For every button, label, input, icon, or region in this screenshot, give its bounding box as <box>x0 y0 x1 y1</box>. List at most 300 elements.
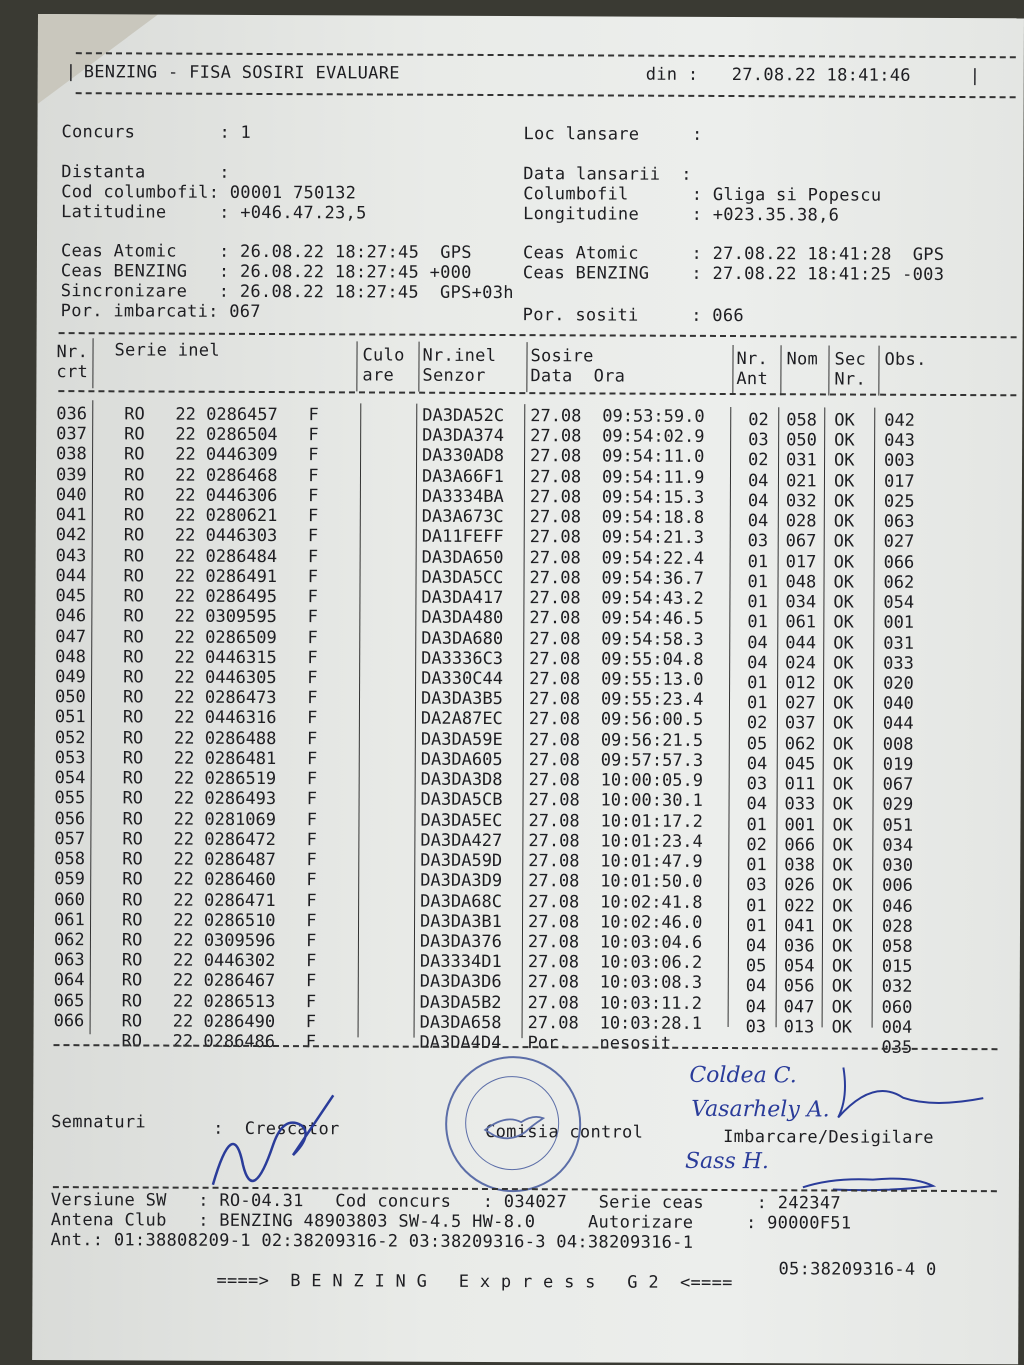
ring-serial: RO 22 0286491 F <box>123 566 319 588</box>
column-rule <box>828 345 829 395</box>
arrival-time: 10:01:23.4 <box>600 831 703 852</box>
row-number: 057 <box>54 828 86 850</box>
signature-vasarhely: Vasarhely A. <box>691 1096 830 1123</box>
sensor-id: DA3DA5EC <box>420 810 503 831</box>
row-number: 066 <box>53 1010 85 1032</box>
nominal-rank: 062 <box>784 733 816 755</box>
col-data-ora: Data Ora <box>530 366 626 387</box>
security-status: OK <box>833 653 854 674</box>
observation: 019 <box>882 754 914 775</box>
col-obs: Obs. <box>884 349 927 370</box>
arrival-time: 09:56:21.5 <box>600 730 704 751</box>
arrival-date: 27.08 <box>528 770 580 791</box>
arrival-sheet-paper <box>32 14 1024 1364</box>
arrival-date: 27.08 <box>530 406 582 427</box>
antena-club: Antena Club : BENZING 48903803 SW-4.5 HW-8.0 Autorizare : 90000F51 <box>50 1210 852 1234</box>
security-status: OK <box>833 612 854 633</box>
observation: 033 <box>883 653 914 674</box>
arrival-time: 09:57:57.3 <box>600 750 704 771</box>
arrival-date: 27.08 <box>530 446 582 467</box>
column-rule <box>732 345 733 395</box>
arrival-date: 27.08 <box>528 891 580 912</box>
security-status: OK <box>832 713 854 735</box>
arrival-date: 27.08 <box>529 487 582 508</box>
security-status: OK <box>832 815 853 836</box>
antenna-number: 04 <box>746 754 768 775</box>
arrival-time: 10:03:06.2 <box>599 952 703 974</box>
semnaturi-label: Semnaturi <box>51 1112 147 1133</box>
observation: 003 <box>884 451 915 472</box>
ring-serial: RO 22 0446315 F <box>123 647 318 668</box>
column-rule <box>90 400 94 1034</box>
nominal-rank: 054 <box>783 956 815 977</box>
arrival-date: 27.08 <box>529 507 582 528</box>
security-status: OK <box>831 916 853 937</box>
row-number: 063 <box>53 950 85 971</box>
row-number: 053 <box>54 747 86 769</box>
porumbei-sositi: Por. sositi : 066 <box>522 305 744 327</box>
data-lansarii-field: Data lansarii : <box>523 164 692 185</box>
column-rule <box>822 407 826 1027</box>
antenna-number: 04 <box>747 632 768 653</box>
antenna-number: 04 <box>747 491 769 512</box>
row-number: 050 <box>54 687 86 708</box>
sensor-id: DA3DA3B5 <box>420 688 503 710</box>
arrival-date: Por. <box>527 1033 569 1054</box>
observation: 046 <box>882 896 913 917</box>
row-number: 038 <box>56 444 87 465</box>
antenna-number: 04 <box>747 652 768 673</box>
ring-serial: RO 22 0286486 F <box>121 1031 317 1053</box>
header-bar-left: | <box>65 62 77 83</box>
security-status: OK <box>833 592 854 613</box>
column-rule <box>358 403 362 1037</box>
security-status: OK <box>831 936 853 957</box>
arrival-date: 27.08 <box>529 527 581 548</box>
porumbei-imbarcati: Por. imbarcati: 067 <box>60 301 261 322</box>
nominal-rank: 031 <box>786 450 817 471</box>
ring-serial: RO 22 0446306 F <box>123 485 319 507</box>
antenna-number: 02 <box>746 834 767 856</box>
antenna-number: 01 <box>747 673 768 694</box>
arrival-date: 27.08 <box>528 709 581 730</box>
arrival-time: 09:54:58.3 <box>601 628 704 650</box>
arrival-date: 27.08 <box>528 851 580 872</box>
row-number: 056 <box>54 808 86 829</box>
nominal-rank: 001 <box>784 814 816 835</box>
antenna-number: 03 <box>746 875 767 896</box>
observation: 031 <box>883 633 915 654</box>
antenna-number: 01 <box>745 915 767 936</box>
ring-serial: RO 22 0446302 F <box>121 950 317 972</box>
nominal-rank: 066 <box>784 835 816 856</box>
concurs-field: Concurs : 1 <box>61 122 252 143</box>
distanta-field: Distanta : <box>61 162 230 183</box>
ring-serial: RO 22 0286481 F <box>122 748 318 770</box>
arrival-date: 27.08 <box>528 871 580 892</box>
ring-serial: RO 22 0286488 F <box>122 728 318 749</box>
sensor-id: DA3DA605 <box>420 749 503 770</box>
row-number: 059 <box>54 869 85 890</box>
longitudine-field: Longitudine : +023.35.38,6 <box>523 204 840 226</box>
antenna-number: 04 <box>747 470 769 491</box>
arrival-date: 27.08 <box>529 628 581 649</box>
nominal-rank: 036 <box>783 936 815 957</box>
observation: 008 <box>882 734 914 755</box>
security-status: OK <box>832 895 853 917</box>
observation: 044 <box>882 714 914 735</box>
security-status: OK <box>832 734 854 755</box>
sensor-id: DA3334BA <box>421 486 504 507</box>
signature-coldea: Coldea C. <box>689 1062 797 1089</box>
sensor-id: DA330C44 <box>421 668 504 690</box>
arrival-date: 27.08 <box>529 669 581 690</box>
antenna-number: 03 <box>746 774 768 795</box>
observation: 015 <box>881 956 913 978</box>
sensor-id: DA3DA417 <box>421 587 504 609</box>
ring-serial: RO 22 0286457 F <box>124 404 319 426</box>
arrival-time: 09:54:22.4 <box>601 548 705 569</box>
observation: 063 <box>883 511 915 532</box>
nominal-rank: 033 <box>784 794 816 815</box>
security-status: OK <box>833 552 855 573</box>
arrival-time: 10:01:50.0 <box>600 871 703 893</box>
column-rule <box>92 338 93 388</box>
arrival-time: 09:54:02.9 <box>602 426 705 448</box>
header-bar-right: | <box>969 66 981 87</box>
security-status: OK <box>834 410 855 431</box>
observation: 067 <box>882 774 914 795</box>
column-rule <box>522 404 526 1038</box>
arrival-date: 27.08 <box>527 1013 579 1034</box>
observation: 028 <box>881 916 913 937</box>
security-status: OK <box>832 774 854 795</box>
antenna-number: 04 <box>745 996 767 1017</box>
observation: 020 <box>883 673 914 694</box>
antenna-number: 05 <box>746 733 768 754</box>
ceas-benzing-end: Ceas BENZING : 27.08.22 18:41:25 -003 <box>522 263 945 285</box>
row-number: 037 <box>56 424 87 445</box>
ring-serial: RO 22 0286472 F <box>122 829 317 851</box>
divider <box>76 52 1016 58</box>
antenna-number: 01 <box>746 693 768 714</box>
security-status: OK <box>834 450 855 472</box>
observation: 004 <box>881 1017 913 1038</box>
security-status: OK <box>831 956 853 977</box>
column-rule <box>418 342 419 392</box>
antenna-number: 04 <box>747 511 769 532</box>
observation: 060 <box>881 997 913 1018</box>
security-status: OK <box>833 531 855 552</box>
nominal-rank: 045 <box>784 754 816 775</box>
ring-serial: RO 22 0286471 F <box>122 889 317 911</box>
nominal-rank: 041 <box>783 916 815 937</box>
nominal-rank: 013 <box>783 1017 815 1038</box>
observation: 066 <box>883 552 915 573</box>
antenna-number: 05 <box>745 956 767 977</box>
row-number: 036 <box>56 404 88 425</box>
ring-serial: RO 22 0286509 F <box>123 626 318 648</box>
security-status: OK <box>833 572 855 593</box>
antenna-number: 03 <box>747 531 769 552</box>
security-status: OK <box>831 976 853 997</box>
row-number: 045 <box>55 586 87 607</box>
antenna-5: 05:38209316-4 0 <box>778 1259 937 1280</box>
security-status: OK <box>832 835 853 856</box>
antenna-number: 04 <box>745 936 767 957</box>
sensor-id: DA3DA3D9 <box>420 870 503 892</box>
ring-serial: RO 22 0286468 F <box>123 465 319 486</box>
ring-serial: RO 22 0286484 F <box>123 545 319 567</box>
arrival-time: 10:02:41.8 <box>600 891 703 913</box>
ring-serial: RO 22 0446303 F <box>123 525 319 547</box>
arrival-date: 27.08 <box>528 830 580 852</box>
arrival-date: 27.08 <box>529 608 581 629</box>
arrival-date: 27.08 <box>528 729 581 751</box>
column-rule <box>780 345 781 395</box>
antenna-number: 01 <box>747 592 768 613</box>
security-status: OK <box>832 794 854 815</box>
antenna-number: 01 <box>746 814 767 835</box>
nominal-rank: 027 <box>784 693 816 714</box>
arrival-time: 09:54:46.5 <box>601 608 704 630</box>
arrival-time: 10:02:46.0 <box>599 912 703 933</box>
ring-serial: RO 22 0286519 F <box>122 768 318 790</box>
nominal-rank: 044 <box>785 632 817 653</box>
arrival-date: 27.08 <box>529 648 581 670</box>
col-serie-inel: Serie inel <box>114 340 220 361</box>
comisia-control-label: Comisia control <box>485 1121 644 1143</box>
security-status: OK <box>833 673 854 694</box>
arrival-time: 10:01:47.9 <box>600 851 703 872</box>
row-number: 043 <box>55 545 87 566</box>
sensor-id: DA3DA5CC <box>421 567 504 588</box>
security-status: OK <box>833 511 855 532</box>
benzing-express-footer: ====> B E N Z I N G E x p r e s s G 2 <==== <box>216 1270 733 1294</box>
sensor-id: DA3336C3 <box>421 648 504 669</box>
arrival-time: 09:55:04.8 <box>601 649 704 670</box>
sensor-id: DA3DA376 <box>419 931 502 953</box>
arrival-date: 27.08 <box>527 992 579 1014</box>
security-status: OK <box>832 693 854 714</box>
nominal-rank: 012 <box>785 673 816 694</box>
column-rule <box>872 408 876 1028</box>
ceas-benzing-start: Ceas BENZING : 26.08.22 18:27:45 +000 <box>60 261 472 283</box>
observation: 035 <box>881 1037 913 1058</box>
col-nr-inel: Nr.inel <box>422 345 497 367</box>
column-rule <box>414 404 418 1038</box>
security-status: OK <box>832 754 854 775</box>
security-status: OK <box>833 491 855 512</box>
paper-fold-corner <box>38 14 158 105</box>
crescator-label: : Crescator <box>213 1118 340 1140</box>
arrival-time: 10:00:30.1 <box>600 790 703 812</box>
arrival-time: 09:56:00.5 <box>600 709 704 731</box>
row-number: 051 <box>54 707 86 728</box>
observation: 054 <box>883 592 915 613</box>
row-number: 049 <box>55 667 86 688</box>
sensor-id: DA3DA374 <box>422 425 505 447</box>
col-sec-nr: Nr. <box>834 369 867 390</box>
row-number: 041 <box>55 505 87 526</box>
arrival-time: 10:03:28.1 <box>599 1013 703 1034</box>
nominal-rank: 048 <box>785 572 817 593</box>
arrival-time: nesosit <box>599 1033 672 1054</box>
arrival-date: 27.08 <box>529 567 581 589</box>
nominal-rank: 058 <box>786 410 817 431</box>
security-status: OK <box>833 471 855 492</box>
ring-serial: RO 22 0286504 F <box>124 424 319 446</box>
observation: 040 <box>882 693 914 715</box>
arrival-time: 09:55:13.0 <box>601 669 704 690</box>
nominal-rank: 024 <box>785 653 816 674</box>
observation: 032 <box>881 977 913 998</box>
sensor-id: DA330AD8 <box>422 446 505 467</box>
sensor-id: DA3DA59D <box>420 850 503 872</box>
nominal-rank: 022 <box>784 895 815 916</box>
observation: 029 <box>882 795 914 816</box>
observation: 062 <box>883 572 915 593</box>
row-number: 048 <box>55 646 86 667</box>
arrival-date: 27.08 <box>527 952 580 973</box>
arrival-date: 27.08 <box>529 547 581 568</box>
observation: 017 <box>883 471 915 492</box>
ring-serial: RO 22 0446309 F <box>124 444 319 466</box>
observation: 058 <box>881 936 913 957</box>
column-rule <box>728 407 732 1027</box>
antenna-number: 02 <box>748 410 769 431</box>
sheet-title: BENZING - FISA SOSIRI EVALUARE <box>83 62 400 84</box>
row-number: 040 <box>55 484 87 506</box>
ring-serial: RO 22 0286460 F <box>122 869 317 891</box>
nominal-rank: 047 <box>783 996 815 1018</box>
col-sec: Sec <box>834 349 867 370</box>
observation: 001 <box>883 612 915 634</box>
ring-serial: RO 22 0286487 F <box>122 849 317 871</box>
observation: 030 <box>882 855 914 876</box>
arrival-time: 10:00:05.9 <box>600 770 704 792</box>
sensor-id: DA3DA427 <box>420 830 503 851</box>
row-number: 062 <box>53 930 85 951</box>
col-culoare: Culo <box>362 345 405 366</box>
row-number: 039 <box>55 464 87 485</box>
sensor-id: DA3DA680 <box>421 628 504 649</box>
antenna-list: Ant.: 01:38808209-1 02:38209316-2 03:38209316-3 04:38209316-1 <box>50 1230 694 1253</box>
col-nr: Nr. <box>56 342 89 363</box>
security-status: OK <box>831 1017 853 1038</box>
arrival-time: 09:53:59.0 <box>602 406 705 427</box>
ring-serial: RO 22 0286493 F <box>122 788 318 810</box>
row-number: 052 <box>54 727 86 748</box>
row-number: 058 <box>54 849 86 870</box>
divider <box>76 92 1016 98</box>
arrival-date: 27.08 <box>527 972 580 993</box>
divider <box>58 390 1016 396</box>
sensor-id: DA3334D1 <box>419 951 502 973</box>
ring-serial: RO 22 0309595 F <box>123 606 318 628</box>
arrival-time: 09:54:43.2 <box>601 588 704 609</box>
sensor-id: DA3DA52C <box>422 405 505 427</box>
row-number: 065 <box>53 990 85 1011</box>
security-status: OK <box>831 997 853 1018</box>
col-ant: Ant <box>736 369 769 390</box>
sensor-id: DA3DA480 <box>421 607 504 629</box>
ring-serial: RO 22 0280621 F <box>123 505 319 527</box>
latitudine-field: Latitudine : +046.47.23,5 <box>61 202 367 224</box>
nominal-rank: 032 <box>785 491 817 512</box>
ceas-atomic-end: Ceas Atomic : 27.08.22 18:41:28 GPS <box>522 243 945 265</box>
column-rule <box>878 346 879 396</box>
ceas-atomic-start: Ceas Atomic : 26.08.22 18:27:45 GPS <box>60 241 472 263</box>
nominal-rank: 026 <box>784 875 815 896</box>
arrival-time: 10:03:11.2 <box>599 993 703 1014</box>
antenna-number: 04 <box>745 976 767 997</box>
arrival-time: 09:54:21.3 <box>601 527 705 549</box>
observation: 042 <box>884 410 915 431</box>
antenna-number: 01 <box>746 895 767 916</box>
arrival-date: 27.08 <box>528 689 581 710</box>
nominal-rank: 061 <box>785 612 817 633</box>
ring-serial: RO 22 0286467 F <box>121 970 317 992</box>
col-nr-ant: Nr. <box>736 349 769 370</box>
antenna-number: 01 <box>747 612 768 633</box>
arrival-time: 09:54:15.3 <box>601 487 705 508</box>
column-rule <box>776 407 780 1027</box>
nominal-rank: 028 <box>785 511 817 532</box>
antenna-number: 02 <box>746 713 768 734</box>
arrival-date: 27.08 <box>530 426 582 447</box>
ring-serial: RO 22 0286510 F <box>122 910 317 931</box>
row-number: 061 <box>54 909 85 930</box>
antenna-number: 04 <box>746 794 768 815</box>
row-number: 047 <box>55 626 87 647</box>
security-status: OK <box>832 875 853 896</box>
row-number: 042 <box>55 525 87 546</box>
divider <box>59 332 1017 338</box>
col-senzor: Senzor <box>422 365 486 386</box>
column-rule <box>526 342 527 392</box>
sensor-id: DA3DA3D8 <box>420 769 503 791</box>
antenna-number: 03 <box>745 1016 767 1038</box>
sensor-id: DA2A87EC <box>420 709 503 730</box>
sensor-id: DA3A673C <box>421 506 504 528</box>
security-status: OK <box>833 632 854 654</box>
arrival-date: 27.08 <box>528 790 580 811</box>
columbofil-field: Columbofil : Gliga si Popescu <box>523 184 882 206</box>
sensor-id: DA3DA3D6 <box>419 972 502 993</box>
observation: 051 <box>882 815 914 836</box>
arrival-time: 09:54:36.7 <box>601 568 704 589</box>
arrival-time: 10:03:04.6 <box>599 932 703 953</box>
sensor-id: DA3A66F1 <box>421 466 504 487</box>
nominal-rank: 038 <box>784 855 816 876</box>
arrival-date: 27.08 <box>529 588 581 609</box>
nominal-rank: 037 <box>784 713 816 734</box>
nominal-rank: 021 <box>785 470 817 492</box>
nominal-rank: 067 <box>785 531 817 552</box>
antenna-number: 01 <box>747 571 769 593</box>
nominal-rank: 017 <box>785 551 817 573</box>
arrival-date: 27.08 <box>527 932 580 953</box>
row-number: 044 <box>55 565 87 587</box>
date-label: din : <box>645 64 699 85</box>
sensor-id: DA3DA3B1 <box>420 911 502 932</box>
antenna-number: 01 <box>746 855 767 876</box>
row-number: 055 <box>54 788 86 809</box>
col-nom: Nom <box>786 349 819 370</box>
antenna-number: 03 <box>748 430 769 451</box>
sensor-id: DA3DA59E <box>420 729 503 750</box>
